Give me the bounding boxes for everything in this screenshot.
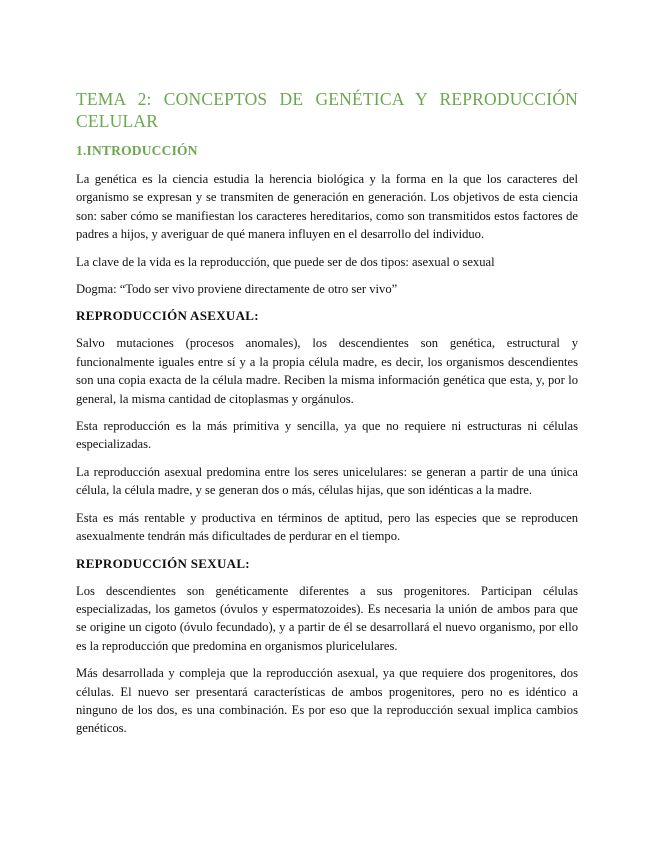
asexual-paragraph-3: La reproducción asexual predomina entre los seres unicelulares: se generan a partir de una única célula, la célula madre, y se generan dos o más, células hijas, que son idénticas a la madre. <box>76 464 578 498</box>
sexual-paragraph-2: Más desarrollada y compleja que la reproducción asexual, ya que requiere dos progenitores, dos células. El nuevo ser presentará características de ambos progenitores, pero no es idéntico a ninguno de los dos, es una combinación. Es por eso que la reproducción sexual implica cambios genéticos. <box>76 666 578 736</box>
asexual-paragraph-4: Esta es más rentable y productiva en términos de aptitud, pero las especies que se reproducen asexualmente tendrán más dificultades de perdurar en el tiempo. <box>76 510 578 544</box>
document-title: TEMA 2: CONCEPTOS DE GENÉTICA Y REPRODUCCIÓN CELULAR <box>76 89 578 131</box>
intro-paragraph-3: Dogma: “Todo ser vivo proviene directamente de otro ser vivo” <box>76 282 398 297</box>
asexual-paragraph-1: Salvo mutaciones (procesos anomales), los descendientes son genética, estructural y funcionalmente iguales entre sí y a la propia célula madre, es decir, los organismos descendientes son una copia exacta de la célula madre. Reciben la misma información genética que esta, y, por lo general, la misma cantidad de citoplasmas y orgánulos. <box>76 336 578 406</box>
sexual-paragraph-1: Los descendientes son genéticamente diferentes a sus progenitores. Participan células especializadas, los gametos (óvulos y espermatozoides). Es necesaria la unión de ambos para que se origine un cigoto (óvulo fecundado), y a partir de él se desarrollará el nuevo organismo, por ello es la reproducción que predomina en organismos pluricelulares. <box>76 583 578 653</box>
section-heading-asexual: REPRODUCCIÓN ASEXUAL: <box>76 308 259 324</box>
asexual-paragraph-2: Esta reproducción es la más primitiva y sencilla, ya que no requiere ni estructuras ni células especializadas. <box>76 419 578 452</box>
section-heading-sexual: REPRODUCCIÓN SEXUAL: <box>76 555 250 571</box>
intro-paragraph-2: La clave de la vida es la reproducción, que puede ser de dos tipos: asexual o sexual <box>76 254 495 269</box>
section-heading-introduccion: 1.INTRODUCCIÓN <box>76 143 198 158</box>
document-page <box>76 88 578 747</box>
intro-paragraph-1: La genética es la ciencia estudia la herencia biológica y la forma en la que los caracteres del organismo se expresan y se transmiten de generación en generación. Los objetivos de esta ciencia son: saber cómo se manifiestan los caracteres hereditarios, como son transmitidos estos factores de padres a hijos, y averiguar de qué manera influyen en el desarrollo del individuo. <box>76 172 578 242</box>
